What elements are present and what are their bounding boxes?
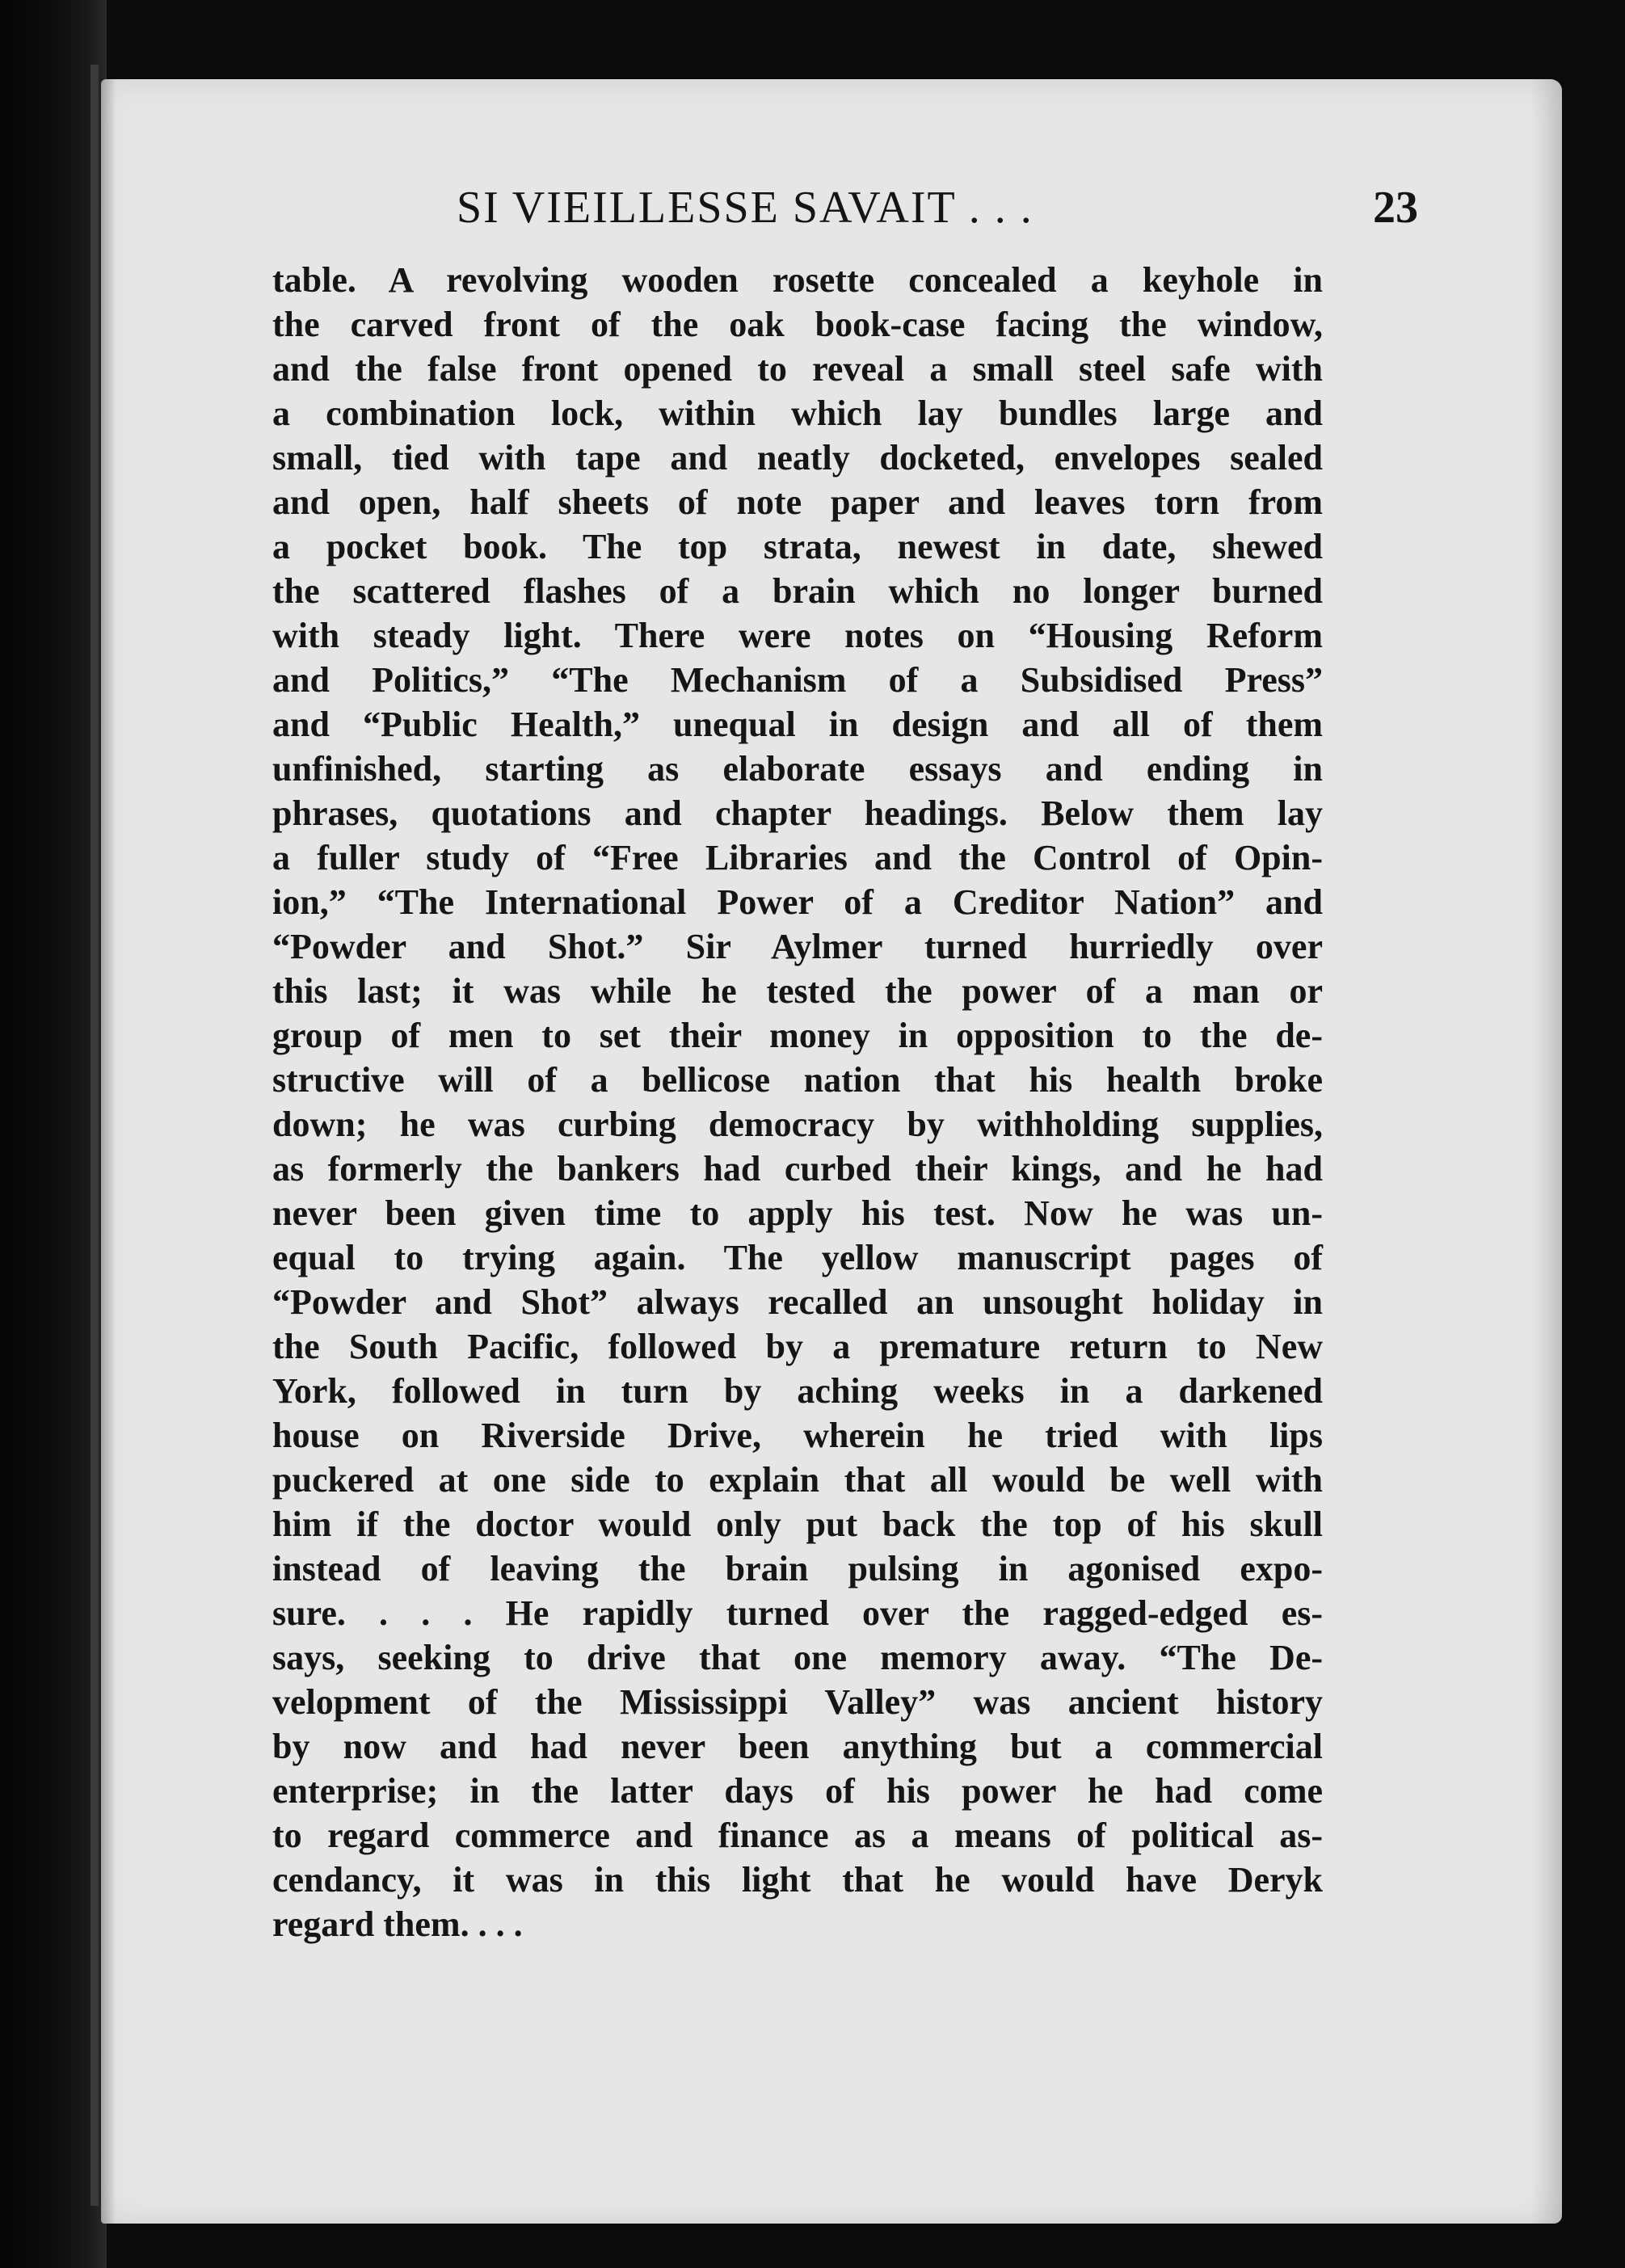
text-line: equal to trying again. The yellow manuscript pages of <box>272 1238 1323 1277</box>
text-line: small, tied with tape and neatly docketed, envelopes sealed <box>272 438 1323 478</box>
text-line: says, seeking to drive that one memory away. “The De- <box>272 1638 1323 1677</box>
text-line: a combination lock, within which lay bundles large and <box>272 393 1323 433</box>
text-line: a pocket book. The top strata, newest in date, shewed <box>272 527 1323 566</box>
text-line: down; he was curbing democracy by withholding supplies, <box>272 1105 1323 1144</box>
text-line: by now and had never been anything but a commercial <box>272 1727 1323 1766</box>
text-line: phrases, quotations and chapter headings. Below them lay <box>272 793 1323 833</box>
text-line: puckered at one side to explain that all would be well with <box>272 1460 1323 1500</box>
text-line: structive will of a bellicose nation that his health broke <box>272 1060 1323 1100</box>
text-line: “Powder and Shot.” Sir Aylmer turned hurriedly over <box>272 927 1323 966</box>
page-right-shadow <box>1530 79 1562 2224</box>
body-text <box>272 258 1323 1946</box>
text-line: sure. . . . He rapidly turned over the ragged-edged es- <box>272 1593 1323 1633</box>
page-left-shadow <box>101 79 116 2224</box>
running-head <box>457 179 1418 236</box>
text-line: York, followed in turn by aching weeks in a darkened <box>272 1371 1323 1411</box>
text-line: instead of leaving the brain pulsing in agonised expo- <box>272 1549 1323 1588</box>
text-line: house on Riverside Drive, wherein he tried with lips <box>272 1416 1323 1455</box>
text-line: table. A revolving wooden rosette concealed a keyhole in <box>272 260 1323 300</box>
text-line: unfinished, starting as elaborate essays and ending in <box>272 749 1323 789</box>
text-line: velopment of the Mississippi Valley” was ancient history <box>272 1682 1323 1722</box>
text-line: “Powder and Shot” always recalled an unsought holiday in <box>272 1282 1323 1322</box>
book-gutter <box>91 65 99 2206</box>
text-line: with steady light. There were notes on “Housing Reform <box>272 616 1323 655</box>
text-line: and “Public Health,” unequal in design and all of them <box>272 705 1323 744</box>
text-line: to regard commerce and finance as a means of political as- <box>272 1816 1323 1855</box>
text-line: group of men to set their money in opposition to the de- <box>272 1016 1323 1055</box>
text-line: ion,” “The International Power of a Creditor Nation” and <box>272 882 1323 922</box>
text-line: as formerly the bankers had curbed their kings, and he had <box>272 1149 1323 1189</box>
text-line: and Politics,” “The Mechanism of a Subsidised Press” <box>272 660 1323 700</box>
text-line: and open, half sheets of note paper and leaves torn from <box>272 482 1323 522</box>
text-line: the South Pacific, followed by a premature return to New <box>272 1327 1323 1366</box>
page-number: 23 <box>1373 183 1418 233</box>
text-line: regard them. . . . <box>272 1904 523 1944</box>
text-line: never been given time to apply his test. Now he was un- <box>272 1193 1323 1233</box>
text-line: the carved front of the oak book-case facing the window, <box>272 305 1323 344</box>
text-line: cendancy, it was in this light that he would have Deryk <box>272 1860 1323 1900</box>
text-line: the scattered flashes of a brain which no longer burned <box>272 571 1323 611</box>
text-line: and the false front opened to reveal a small steel safe with <box>272 349 1323 389</box>
text-line: a fuller study of “Free Libraries and the Control of Opin- <box>272 838 1323 877</box>
text-line: him if the doctor would only put back the top of his skull <box>272 1504 1323 1544</box>
text-line: this last; it was while he tested the power of a man or <box>272 971 1323 1011</box>
text-line: enterprise; in the latter days of his power he had come <box>272 1771 1323 1811</box>
running-title: SI VIEILLESSE SAVAIT . . . <box>457 183 1034 233</box>
